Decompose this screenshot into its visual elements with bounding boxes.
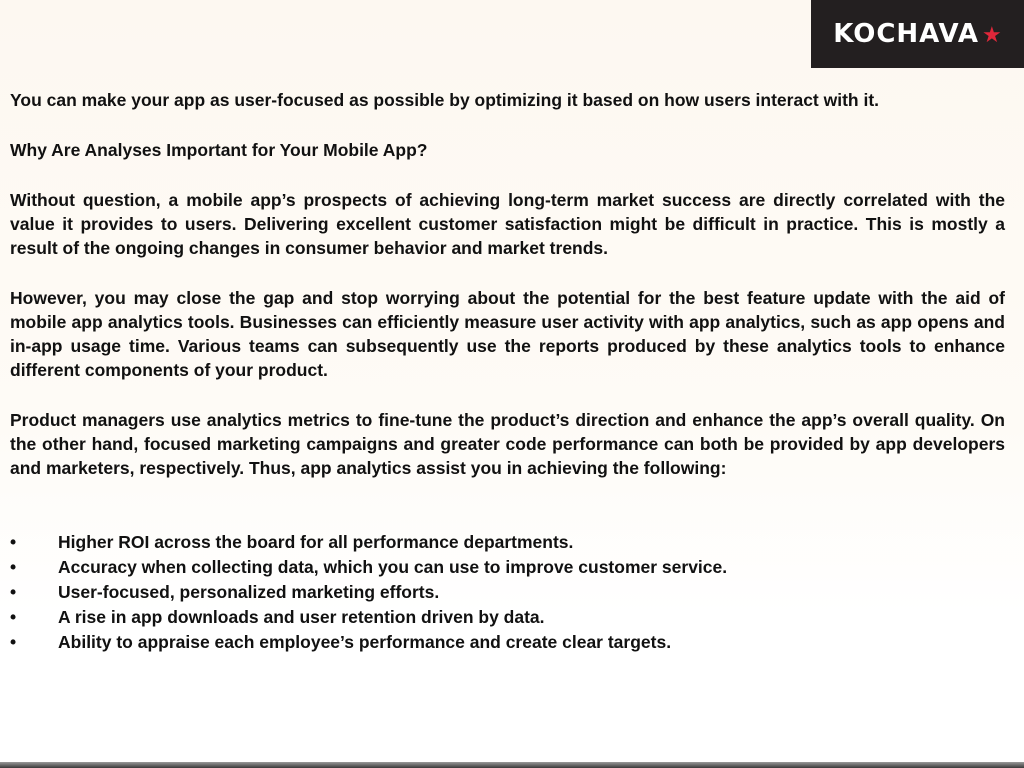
list-item-text: A rise in app downloads and user retention driven by data. bbox=[58, 607, 545, 627]
list-item bbox=[10, 605, 1005, 630]
list-item-text: User-focused, personalized marketing efforts. bbox=[58, 582, 440, 602]
list-item-text: Higher ROI across the board for all performance departments. bbox=[58, 532, 574, 552]
logo-text: KOCHAVA bbox=[833, 19, 980, 49]
list-item bbox=[10, 530, 1005, 555]
body-paragraph: Without question, a mobile app’s prospects of achieving long-term market success are directly correlated with the value it provides to users. Delivering excellent customer satisfaction might be difficult in practice. This is mostly a result of the ongoing changes in consumer behavior and market trends. bbox=[10, 190, 1005, 258]
body-paragraph: Product managers use analytics metrics to fine-tune the product’s direction and enhance the app’s overall quality. On the other hand, focused marketing campaigns and greater code performance can both be provided by app developers and marketers, respectively. Thus, app analytics assist you in achieving the following: bbox=[10, 410, 1005, 478]
bullet-icon: • bbox=[10, 607, 17, 627]
bullet-icon: • bbox=[10, 582, 17, 602]
bullet-icon: • bbox=[10, 557, 17, 577]
bullet-icon: • bbox=[10, 632, 17, 652]
list-item bbox=[10, 630, 1005, 655]
benefits-list bbox=[10, 530, 1005, 655]
section-heading: Why Are Analyses Important for Your Mobile App? bbox=[10, 140, 428, 160]
body-paragraph: However, you may close the gap and stop worrying about the potential for the best feature update with the aid of mobile app analytics tools. Businesses can efficiently measure user activity with app analytics, such as app opens and in-app usage time. Various teams can subsequently use the reports produced by these analytics tools to enhance different components of your product. bbox=[10, 288, 1005, 380]
list-item bbox=[10, 555, 1005, 580]
star-icon: ★ bbox=[982, 22, 1002, 47]
list-item-text: Accuracy when collecting data, which you can use to improve customer service. bbox=[58, 557, 728, 577]
list-item-text: Ability to appraise each employee’s performance and create clear targets. bbox=[58, 632, 672, 652]
kochava-logo bbox=[811, 0, 1024, 68]
intro-paragraph: You can make your app as user-focused as possible by optimizing it based on how users interact with it. bbox=[10, 90, 880, 110]
list-item bbox=[10, 580, 1005, 605]
bullet-icon: • bbox=[10, 532, 17, 552]
bottom-divider bbox=[0, 762, 1024, 768]
slide-content bbox=[10, 88, 1005, 655]
